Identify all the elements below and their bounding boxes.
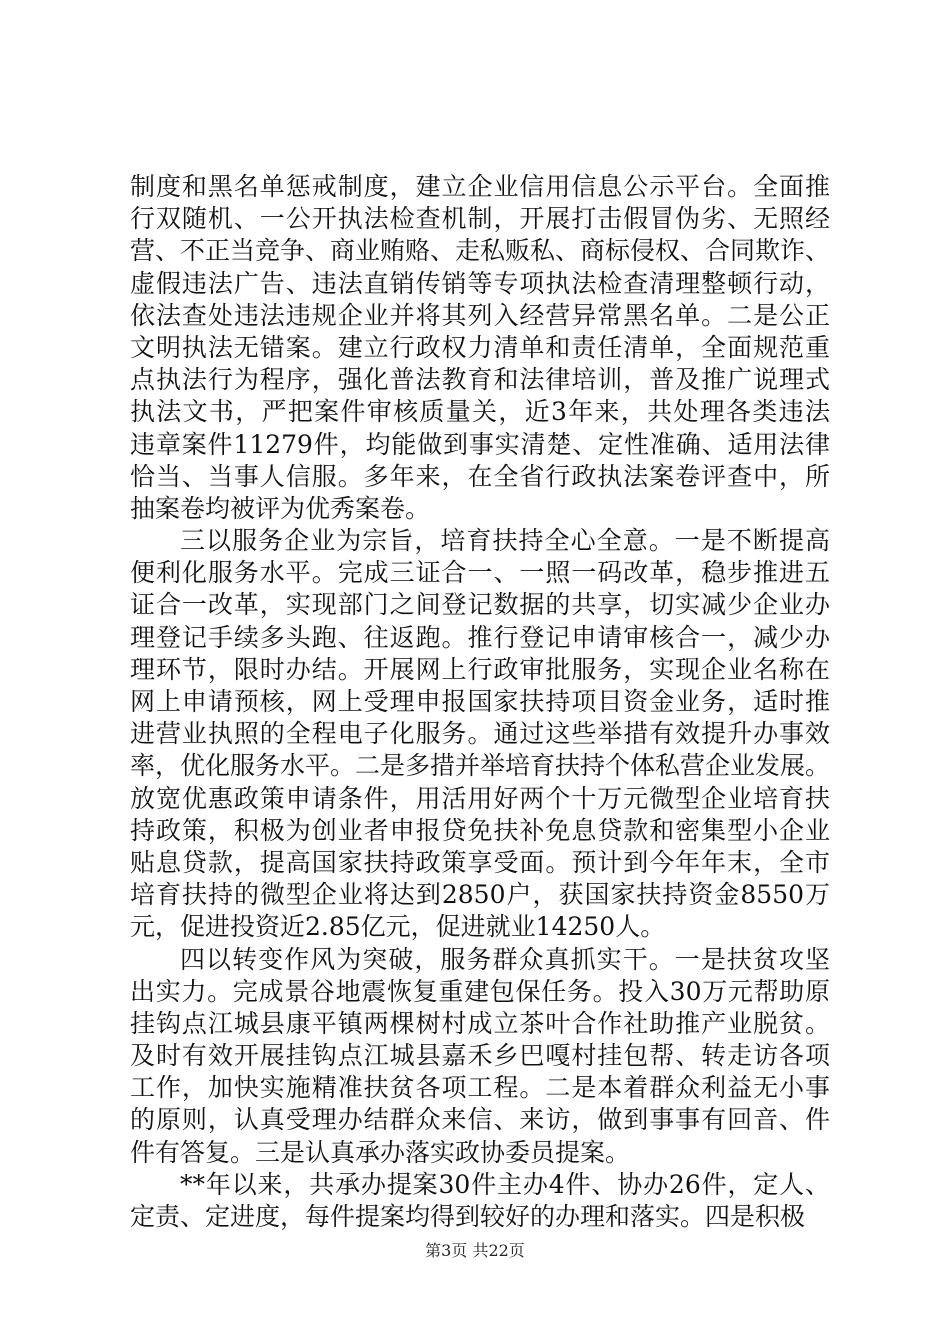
text-line: 件有答复。三是认真承办落实政协委员提案。 bbox=[130, 1137, 631, 1167]
text-line: 虚假违法广告、违法直销传销等专项执法检查清理整顿行动， bbox=[130, 268, 830, 298]
text-line: 营、不正当竞争、商业贿赂、走私贩私、商标侵权、合同欺诈、 bbox=[130, 236, 831, 266]
text-line: 挂钩点江城县康平镇两棵树村成立茶叶合作社助推产业脱贫。 bbox=[130, 1008, 830, 1038]
text-line: 执法文书，严把案件审核质量关，近3年来，共处理各类违法 bbox=[130, 397, 830, 427]
page-number-footer: 第3页 共22页 bbox=[425, 1241, 525, 1260]
text-line: 违章案件11279件，均能做到事实清楚、定性准确、适用法律 bbox=[130, 429, 830, 459]
text-line: 培育扶持的微型企业将达到2850户，获国家扶持资金8550万 bbox=[130, 880, 830, 910]
text-line: **年以来，共承办提案30件主办4件、协办26件，定人、 bbox=[180, 1169, 830, 1199]
text-line: 三以服务企业为宗旨，培育扶持全心全意。一是不断提高 bbox=[180, 526, 830, 556]
text-line: 点执法行为程序，强化普法教育和法律培训，普及推广说理式 bbox=[130, 365, 830, 395]
text-line: 证合一改革，实现部门之间登记数据的共享，切实减少企业办 bbox=[130, 590, 830, 620]
text-line: 理登记手续多头跑、往返跑。推行登记申请审核合一，减少办 bbox=[130, 622, 830, 652]
text-line: 抽案卷均被评为优秀案卷。 bbox=[130, 493, 431, 523]
text-line: 恰当、当事人信服。多年来，在全省行政执法案卷评查中，所 bbox=[130, 461, 830, 491]
text-line: 出实力。完成景谷地震恢复重建包保任务。投入30万元帮助原 bbox=[130, 976, 830, 1006]
text-line: 依法查处违法违规企业并将其列入经营异常黑名单。二是公正 bbox=[130, 300, 830, 330]
text-line: 网上申请预核，网上受理申报国家扶持项目资金业务，适时推 bbox=[130, 687, 830, 716]
text-line: 文明执法无错案。建立行政权力清单和责任清单，全面规范重 bbox=[130, 332, 830, 362]
paragraph bbox=[130, 525, 830, 943]
text-line: 理环节，限时办结。开展网上行政审批服务，实现企业名称在 bbox=[130, 654, 830, 684]
text-line: 四以转变作风为突破，服务群众真抓实干。一是扶贫攻坚 bbox=[180, 944, 830, 974]
text-line: 制度和黑名单惩戒制度，建立企业信用信息公示平台。全面推 bbox=[130, 172, 830, 201]
paragraph bbox=[130, 944, 830, 1169]
text-line: 工作，加快实施精准扶贫各项工程。二是本着群众利益无小事 bbox=[130, 1073, 830, 1103]
paragraph bbox=[130, 171, 830, 525]
document-body bbox=[130, 171, 830, 1233]
text-line: 进营业执照的全程电子化服务。通过这些举措有效提升办事效 bbox=[130, 719, 830, 749]
text-line: 放宽优惠政策申请条件，用活用好两个十万元微型企业培育扶 bbox=[130, 783, 830, 813]
text-line: 及时有效开展挂钩点江城县嘉禾乡巴嘎村挂包帮、转走访各项 bbox=[130, 1041, 830, 1071]
text-line: 的原则，认真受理办结群众来信、来访，做到事事有回音、件 bbox=[130, 1105, 830, 1135]
text-line: 行双随机、一公开执法检查机制，开展打击假冒伪劣、无照经 bbox=[130, 204, 830, 234]
paragraph bbox=[130, 1169, 830, 1233]
text-line: 定责、定进度，每件提案均得到较好的办理和落实。四是积极 bbox=[130, 1202, 806, 1231]
text-line: 持政策，积极为创业者申报贷免扶补免息贷款和密集型小企业 bbox=[130, 815, 830, 845]
text-line: 元，促进投资近2.85亿元，促进就业14250人。 bbox=[130, 912, 666, 942]
text-line: 便利化服务水平。完成三证合一、一照一码改革，稳步推进五 bbox=[130, 558, 830, 588]
text-line: 率，优化服务水平。二是多措并举培育扶持个体私营企业发展。 bbox=[130, 751, 831, 781]
text-line: 贴息贷款，提高国家扶持政策享受面。预计到今年年末，全市 bbox=[130, 847, 830, 877]
